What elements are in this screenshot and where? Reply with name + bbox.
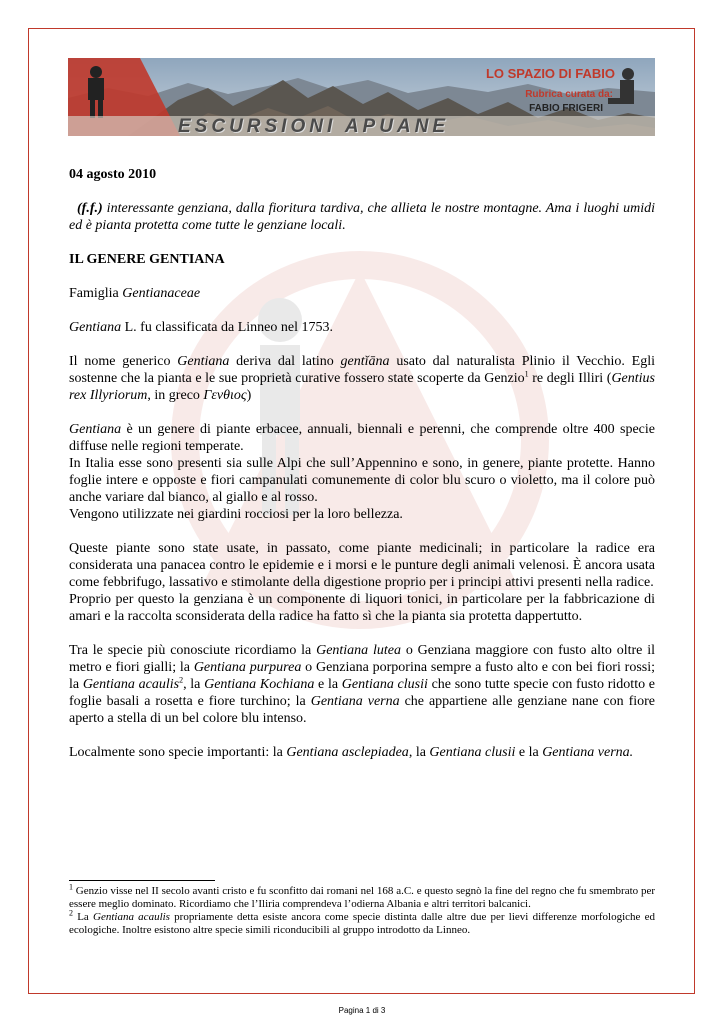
gardens-paragraph: Vengono utilizzate nei giardini rocciosi per la loro bellezza. [69, 507, 403, 522]
footnotes [69, 882, 656, 937]
section-heading: IL GENERE GENTIANA [69, 252, 225, 267]
banner-author: FABIO FRIGERI [529, 103, 603, 114]
banner-subtitle: Rubrica curata da: [525, 89, 613, 100]
family-paragraph: Famiglia Gentianaceae [69, 286, 201, 301]
footnote-ref-2[interactable]: 2 [179, 675, 184, 685]
medicinal-paragraph: Queste piante sono state usate, in passato, come piante medicinali; in particolare la radice era considerata una panacea contro le epidemie e i morsi e le punture degli animali velenosi. È ancora usata come febbrifugo, lassativo e stimolante della digestione proprio per i principi attivi presenti nella radice. [69, 541, 655, 590]
intro-paragraph: (f.f.) interessante genziana, dalla fioritura tardiva, che allieta le nostre montagne. Ama i luoghi umidi ed è pianta protetta come tutte le genziane locali. [69, 201, 656, 233]
footnote-2: $^2$ La Gentiana acaulis propriamente detta esiste ancora come specie distinta dalle altre due per lievi differenze morfologiche ed ecologiche. Inoltre esistono altre specie simili riconducibili al gruppo introdotto da Linneo. [69, 908, 656, 936]
linneo-paragraph: Gentiana L. fu classificata da Linneo nel 1753. [69, 320, 333, 335]
banner-brand-text: ESCURSIONI APUANE [178, 116, 450, 136]
article-body [69, 166, 655, 778]
footnote-ref-1[interactable]: 1 [524, 369, 529, 379]
species-paragraph: Tra le specie più conosciute ricordiamo la Gentiana lutea o Genziana maggiore con fusto alto oltre il metro e fiori gialli; la Gentiana purpurea o Genziana porporina sempre a fusto alto e con bei fiori rossi; la Gentiana acaulis$^2$, la Gentiana Kochiana e la Gentiana clusii che sono tutte specie con fusto ridotto e foglie basali a rosetta e fiore turchino; la Gentiana verna che appartiene alle genziane nane con fiore aperto a stella di un bel colore blu intenso. [69, 643, 656, 726]
banner-title: LO SPAZIO DI FABIO [485, 66, 615, 81]
footnote-1: $^1$ Genzio visse nel II secolo avanti cristo e fu sconfitto dai romani nel 168 a.C. e questo segnò la fine del regno che fu smembrato per essere meglio dominato. Ricordiamo che l’Iliria comprendeva l’odierna Albania e altri territori balcanici. [69, 882, 655, 910]
footnote-separator [69, 880, 215, 881]
liquor-paragraph: Proprio per questo la genziana è un componente di liquori tonici, in particolare per la fabbricazione di amari e la raccolta sconsiderata della radice ha fatto sì che la pianta sia protetta dappertutto. [69, 592, 655, 624]
genus-paragraph: Gentiana è un genere di piante erbacee, annuali, biennali e perenni, che comprende oltre 400 specie diffuse nelle regioni temperate. [69, 422, 655, 454]
italy-paragraph: In Italia esse sono presenti sia sulle Alpi che sull’Appennino e sono, in genere, piante protette. Hanno foglie intere e opposte e fiori campanulati comunemente di color blu scuro o violetto, ma il colore può anche variare dal bianco, al giallo e al rosso. [69, 456, 655, 505]
name-origin-paragraph: Il nome generico Gentiana deriva dal latino gentĭāna usato dal naturalista Plinio il Vecchio. Egli sostenne che la pianta e le sue proprietà curative fossero state scoperte da Genzio$^1$ re degli Illiri (Gentius rex Illyriorum, in greco Γενθιος) [69, 354, 655, 403]
local-species-paragraph: Localmente sono specie importanti: la Gentiana asclepiadea, la Gentiana clusii e la Gentiana verna. [69, 745, 634, 760]
header-banner [68, 58, 655, 136]
article-date: 04 agosto 2010 [69, 167, 157, 182]
page-number: Pagina 1 di 3 [338, 1006, 386, 1015]
